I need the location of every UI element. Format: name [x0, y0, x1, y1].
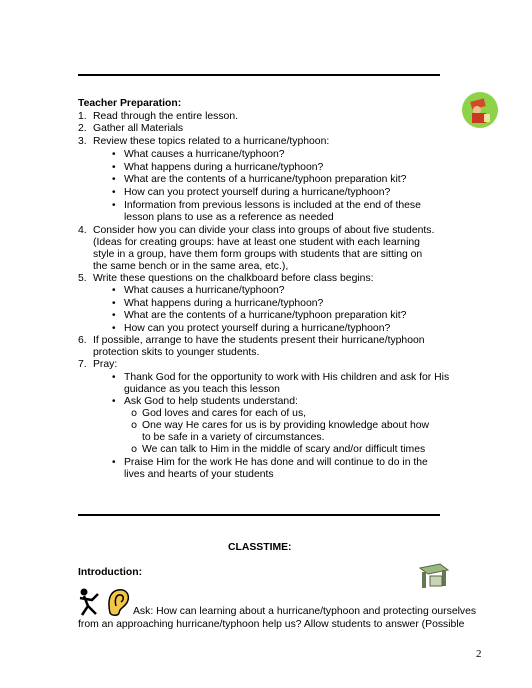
step-1: Read through the entire lesson.: [93, 111, 238, 122]
step-number: 6.: [78, 335, 87, 346]
bullet-icon: •: [112, 174, 116, 185]
step-number: 3.: [78, 136, 87, 147]
groups-text: the same bench or in the same area, etc.),: [93, 261, 289, 272]
pray-praise-continued: lives and hearts of your students: [124, 469, 274, 480]
teacher-preparation-heading: Teacher Preparation:: [78, 98, 182, 109]
bullet-icon: •: [112, 298, 116, 309]
teacher-reading-icon: [460, 90, 500, 130]
bullet-icon: •: [112, 396, 116, 407]
step-5: Write these questions on the chalkboard before class begins:: [93, 273, 374, 284]
pray-ask: Ask God to help students understand:: [124, 396, 298, 407]
classtime-heading: CLASSTIME:: [228, 542, 292, 553]
top-rule: [78, 74, 440, 76]
listening-ear-icon: [76, 586, 134, 616]
bullet-icon: •: [112, 457, 116, 468]
circle-bullet-icon: o: [131, 420, 138, 431]
step-4: Consider how you can divide your class into groups of about five students.: [93, 225, 435, 236]
middle-rule: [78, 514, 440, 516]
bullet-icon: •: [112, 310, 116, 321]
step-7: Pray:: [93, 359, 118, 370]
step-3: Review these topics related to a hurricane/typhoon:: [93, 136, 330, 147]
review-topic-continued: lesson plans to use as a reference as needed: [124, 212, 334, 223]
classroom-desk-icon: [416, 560, 452, 592]
pray-sub-item: One way He cares for us is by providing knowledge about how: [142, 420, 430, 431]
step-6: If possible, arrange to have the students present their hurricane/typhoon: [93, 335, 425, 346]
step-6-continued: protection skits to younger students.: [93, 347, 260, 358]
review-topic: How can you protect yourself during a hurricane/typhoon?: [124, 187, 391, 198]
pray-thank: Thank God for the opportunity to work with His children and ask for His: [124, 372, 450, 383]
pray-sub-item: God loves and cares for each of us,: [142, 408, 307, 419]
review-topic: What causes a hurricane/typhoon?: [124, 149, 285, 160]
chalkboard-question: What happens during a hurricane/typhoon?: [124, 298, 324, 309]
chalkboard-question: What causes a hurricane/typhoon?: [124, 285, 285, 296]
bullet-icon: •: [112, 372, 116, 383]
pray-sub-item: We can talk to Him in the middle of scary and/or difficult times: [142, 444, 426, 455]
pray-sub-item-continued: to be safe in a variety of circumstances.: [142, 432, 325, 443]
bullet-icon: •: [112, 323, 116, 334]
step-number: 4.: [78, 225, 87, 236]
circle-bullet-icon: o: [131, 408, 138, 419]
page-number: 2: [476, 648, 482, 660]
bullet-icon: •: [112, 187, 116, 198]
step-number: 7.: [78, 359, 87, 370]
bullet-icon: •: [112, 200, 116, 211]
pray-thank-continued: guidance as you teach this lesson: [124, 384, 280, 395]
bullet-icon: •: [112, 149, 116, 160]
groups-text: (Ideas for creating groups: have at least one student with each learning: [93, 237, 420, 248]
chalkboard-question: What are the contents of a hurricane/typhoon preparation kit?: [124, 310, 407, 321]
circle-bullet-icon: o: [131, 444, 138, 455]
chalkboard-question: How can you protect yourself during a hurricane/typhoon?: [124, 323, 391, 334]
bullet-icon: •: [112, 162, 116, 173]
step-number: 1.: [78, 111, 87, 122]
step-2: Gather all Materials: [93, 123, 184, 134]
review-topic: Information from previous lessons is included at the end of these: [124, 200, 421, 211]
review-topic: What happens during a hurricane/typhoon?: [124, 162, 324, 173]
ask-question-line-1: Ask: How can learning about a hurricane/typhoon and protecting ourselves: [133, 606, 477, 617]
bullet-icon: •: [112, 285, 116, 296]
step-number: 2.: [78, 123, 87, 134]
review-topic: What are the contents of a hurricane/typhoon preparation kit?: [124, 174, 407, 185]
groups-text: style in a group, have them form groups with students that are sitting on: [93, 249, 423, 260]
step-number: 5.: [78, 273, 87, 284]
introduction-heading: Introduction:: [78, 567, 143, 578]
pray-praise: Praise Him for the work He has done and will continue to do in the: [124, 457, 428, 468]
ask-question-line-2: from an approaching hurricane/typhoon help us? Allow students to answer (Possible: [78, 619, 465, 630]
